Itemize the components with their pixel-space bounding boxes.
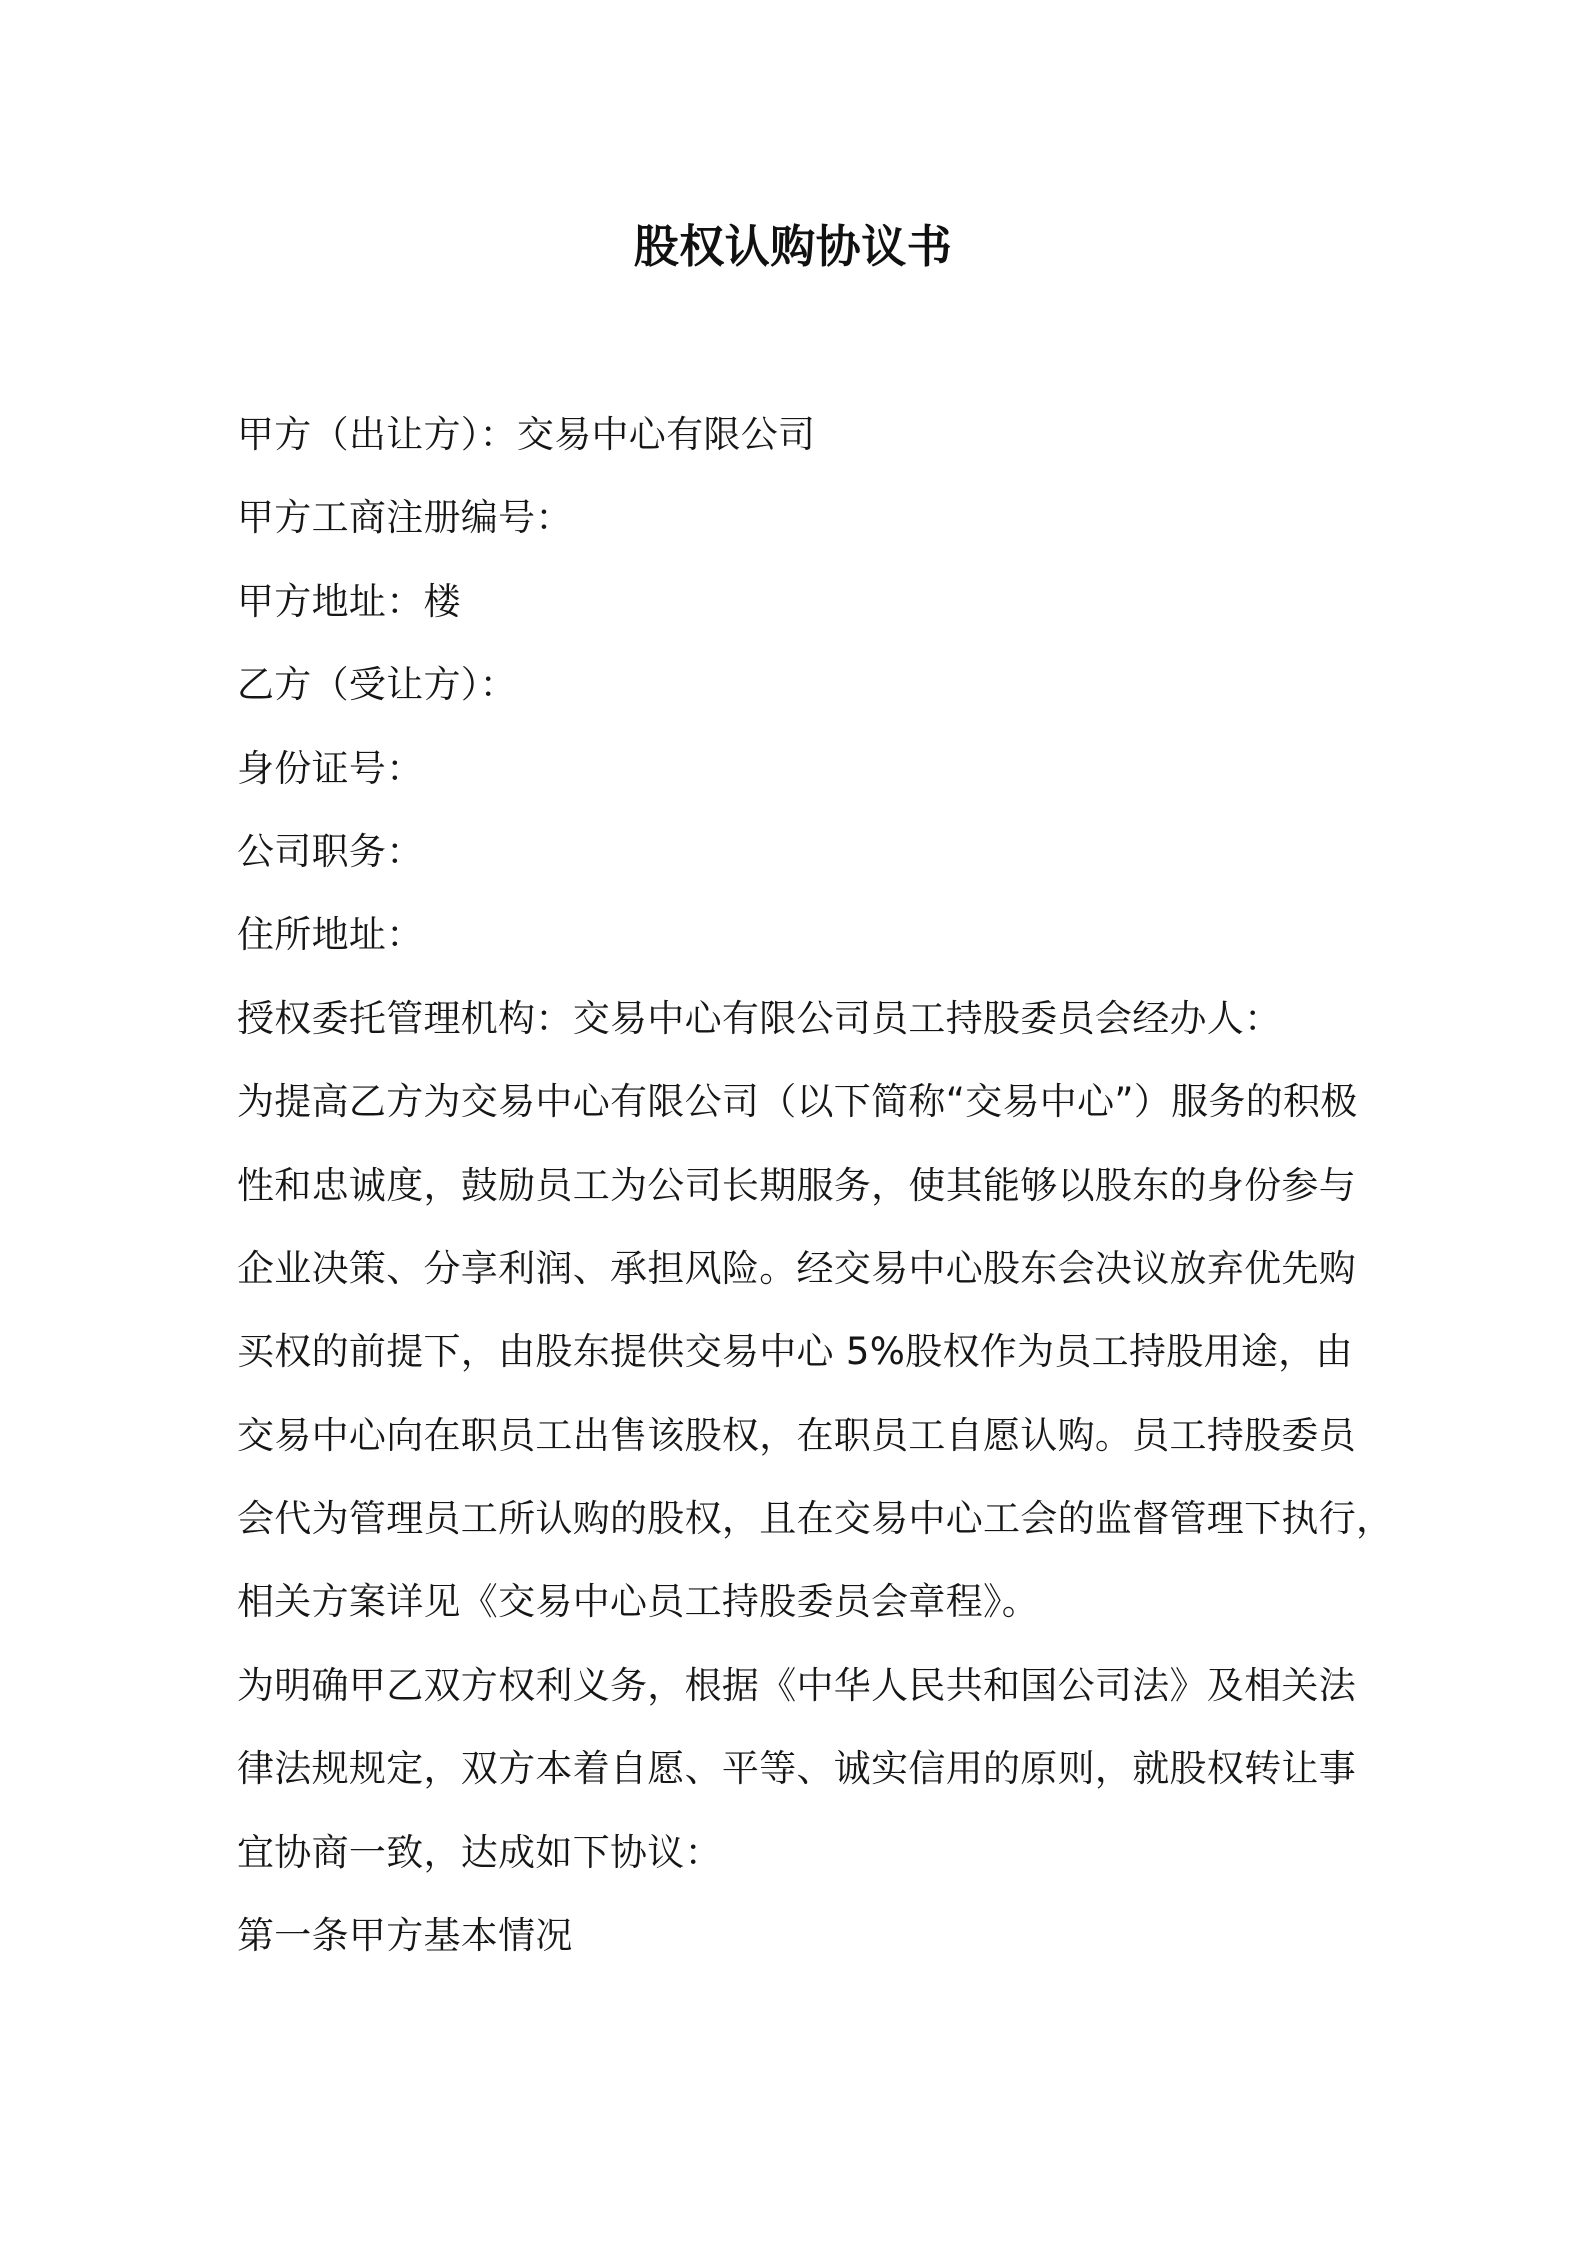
- field-value: 交易中心有限公司员工持股委员会: [572, 996, 1133, 1040]
- field-label: 甲方地址：: [237, 579, 424, 623]
- field-label: 公司职务：: [237, 829, 424, 873]
- company-position-field: [237, 810, 1437, 893]
- field-label: 授权委托管理机构：: [237, 996, 573, 1040]
- paragraph-line: 宜协商一致，达成如下协议：: [237, 1830, 722, 1874]
- party-b-name-field: [237, 643, 1437, 726]
- paragraph-line: 买权的前提下，由股东提供交易中心 5%股权作为员工持股用途，由: [237, 1330, 1353, 1374]
- paragraph-line: 企业决策、分享利润、承担风险。经交易中心股东会决议放弃优先购: [237, 1246, 1356, 1290]
- agreement-intro-paragraph: [237, 1644, 1437, 1894]
- field-value: 交易中心有限公司: [516, 413, 816, 456]
- party-a-address-field: [237, 560, 1437, 643]
- field-label: 身份证号：: [237, 746, 424, 790]
- field-label: 乙方（受让方）：: [237, 663, 517, 707]
- party-a-name-field: [237, 393, 1437, 476]
- field-label: 甲方工商注册编号：: [237, 496, 573, 540]
- paragraph-line: 性和忠诚度，鼓励员工为公司长期服务，使其能够以股东的身份参与: [237, 1163, 1356, 1207]
- document-body: [237, 393, 1437, 1977]
- handler-label: 经办人：: [1132, 996, 1282, 1040]
- party-a-registration-field: [237, 476, 1437, 559]
- paragraph-line: 为提高乙方为交易中心有限公司（以下简称“交易中心”）服务的积极: [237, 1080, 1358, 1124]
- document-title: 股权认购协议书: [633, 220, 953, 273]
- field-value: 楼: [423, 579, 461, 623]
- article-1-heading: 第一条甲方基本情况: [237, 1914, 573, 1958]
- paragraph-line: 交易中心向在职员工出售该股权，在职员工自愿认购。员工持股委员: [237, 1413, 1356, 1457]
- id-number-field: [237, 727, 1437, 810]
- paragraph-line: 为明确甲乙双方权利义务，根据《中华人民共和国公司法》及相关法: [237, 1663, 1356, 1707]
- paragraph-line: 会代为管理员工所认购的股权，且在交易中心工会的监督管理下执行，: [237, 1497, 1394, 1541]
- authorized-agency-field: [237, 977, 1437, 1060]
- field-label: 甲方（出让方）：: [237, 413, 517, 456]
- residence-address-field: [237, 893, 1437, 976]
- field-label: 住所地址：: [237, 913, 424, 957]
- paragraph-line: 律法规规定，双方本着自愿、平等、诚实信用的原则，就股权转让事: [237, 1747, 1356, 1791]
- paragraph-line: 相关方案详见《交易中心员工持股委员会章程》。: [237, 1580, 1040, 1624]
- parties-section: [237, 393, 1437, 1060]
- preamble-paragraph: [237, 1060, 1437, 1644]
